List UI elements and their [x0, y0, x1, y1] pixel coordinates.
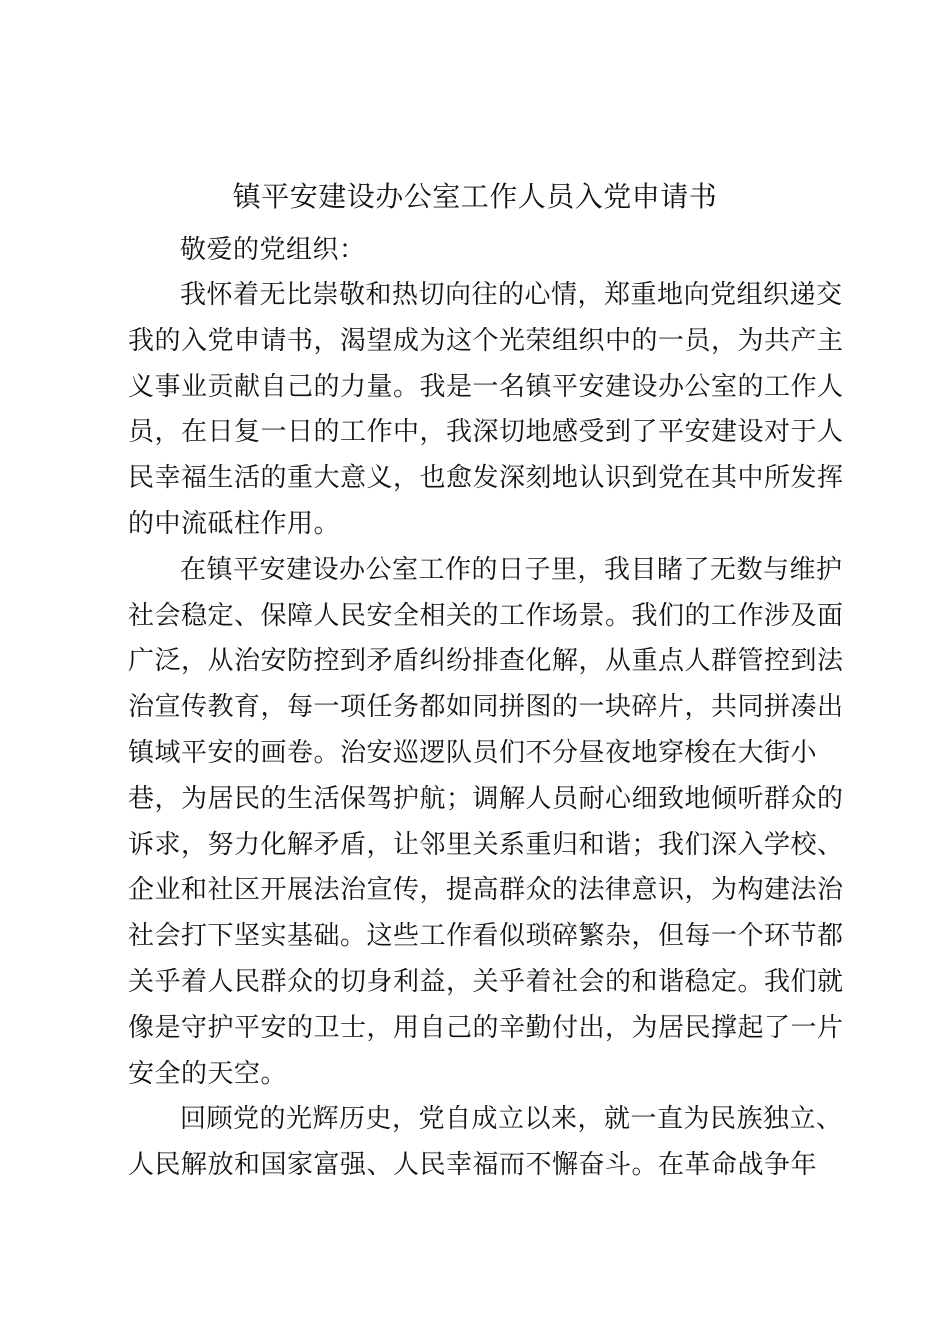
paragraph-line: 像是守护平安的卫士，用自己的辛勤付出，为居民撑起了一片 — [128, 1012, 844, 1043]
paragraph-line: 社会打下坚实基础。这些工作看似琐碎繁杂，但每一个环节都 — [128, 921, 844, 952]
paragraph-line: 在镇平安建设办公室工作的日子里，我目睹了无数与维护 — [180, 554, 843, 585]
paragraph-line: 广泛，从治安防控到矛盾纠纷排查化解，从重点人群管控到法 — [128, 646, 844, 677]
paragraph-2 — [128, 548, 844, 1098]
paragraph-line: 员，在日复一日的工作中，我深切地感受到了平安建设对于人 — [128, 417, 844, 448]
paragraph-line: 治宣传教育，每一项任务都如同拼图的一块碎片，共同拼凑出 — [128, 692, 844, 723]
paragraph-1 — [128, 273, 844, 548]
paragraph-line: 关乎着人民群众的切身利益，关乎着社会的和谐稳定。我们就 — [128, 966, 844, 997]
paragraph-line: 我的入党申请书，渴望成为这个光荣组织中的一员，为共产主 — [128, 325, 844, 356]
paragraph-line: 回顾党的光辉历史，党自成立以来，就一直为民族独立、 — [180, 1104, 843, 1135]
paragraph-3 — [128, 1097, 843, 1189]
salutation: 敬爱的党组织： — [180, 235, 366, 265]
document-body — [128, 227, 844, 1189]
paragraph-line: 我怀着无比崇敬和热切向往的心情，郑重地向党组织递交 — [180, 280, 843, 310]
paragraph-line: 社会稳定、保障人民安全相关的工作场景。我们的工作涉及面 — [128, 600, 844, 631]
document-title: 镇平安建设办公室工作人员入党申请书 — [232, 180, 718, 213]
paragraph-line: 的中流砥柱作用。 — [128, 508, 341, 539]
paragraph-line: 镇域平安的画卷。治安巡逻队员们不分昼夜地穿梭在大街小 — [128, 737, 818, 768]
paragraph-line: 诉求，努力化解矛盾，让邻里关系重归和谐；我们深入学校、 — [128, 829, 844, 860]
paragraph-line: 人民解放和国家富强、人民幸福而不懈奋斗。在革命战争年 — [128, 1150, 818, 1181]
paragraph-line: 安全的天空。 — [128, 1058, 288, 1089]
paragraph-line: 义事业贡献自己的力量。我是一名镇平安建设办公室的工作人 — [128, 371, 844, 402]
paragraph-line: 巷，为居民的生活保驾护航；调解人员耐心细致地倾听群众的 — [128, 783, 844, 814]
paragraph-line: 企业和社区开展法治宣传，提高群众的法律意识，为构建法治 — [128, 875, 844, 906]
paragraph-line: 民幸福生活的重大意义，也愈发深刻地认识到党在其中所发挥 — [128, 463, 844, 494]
